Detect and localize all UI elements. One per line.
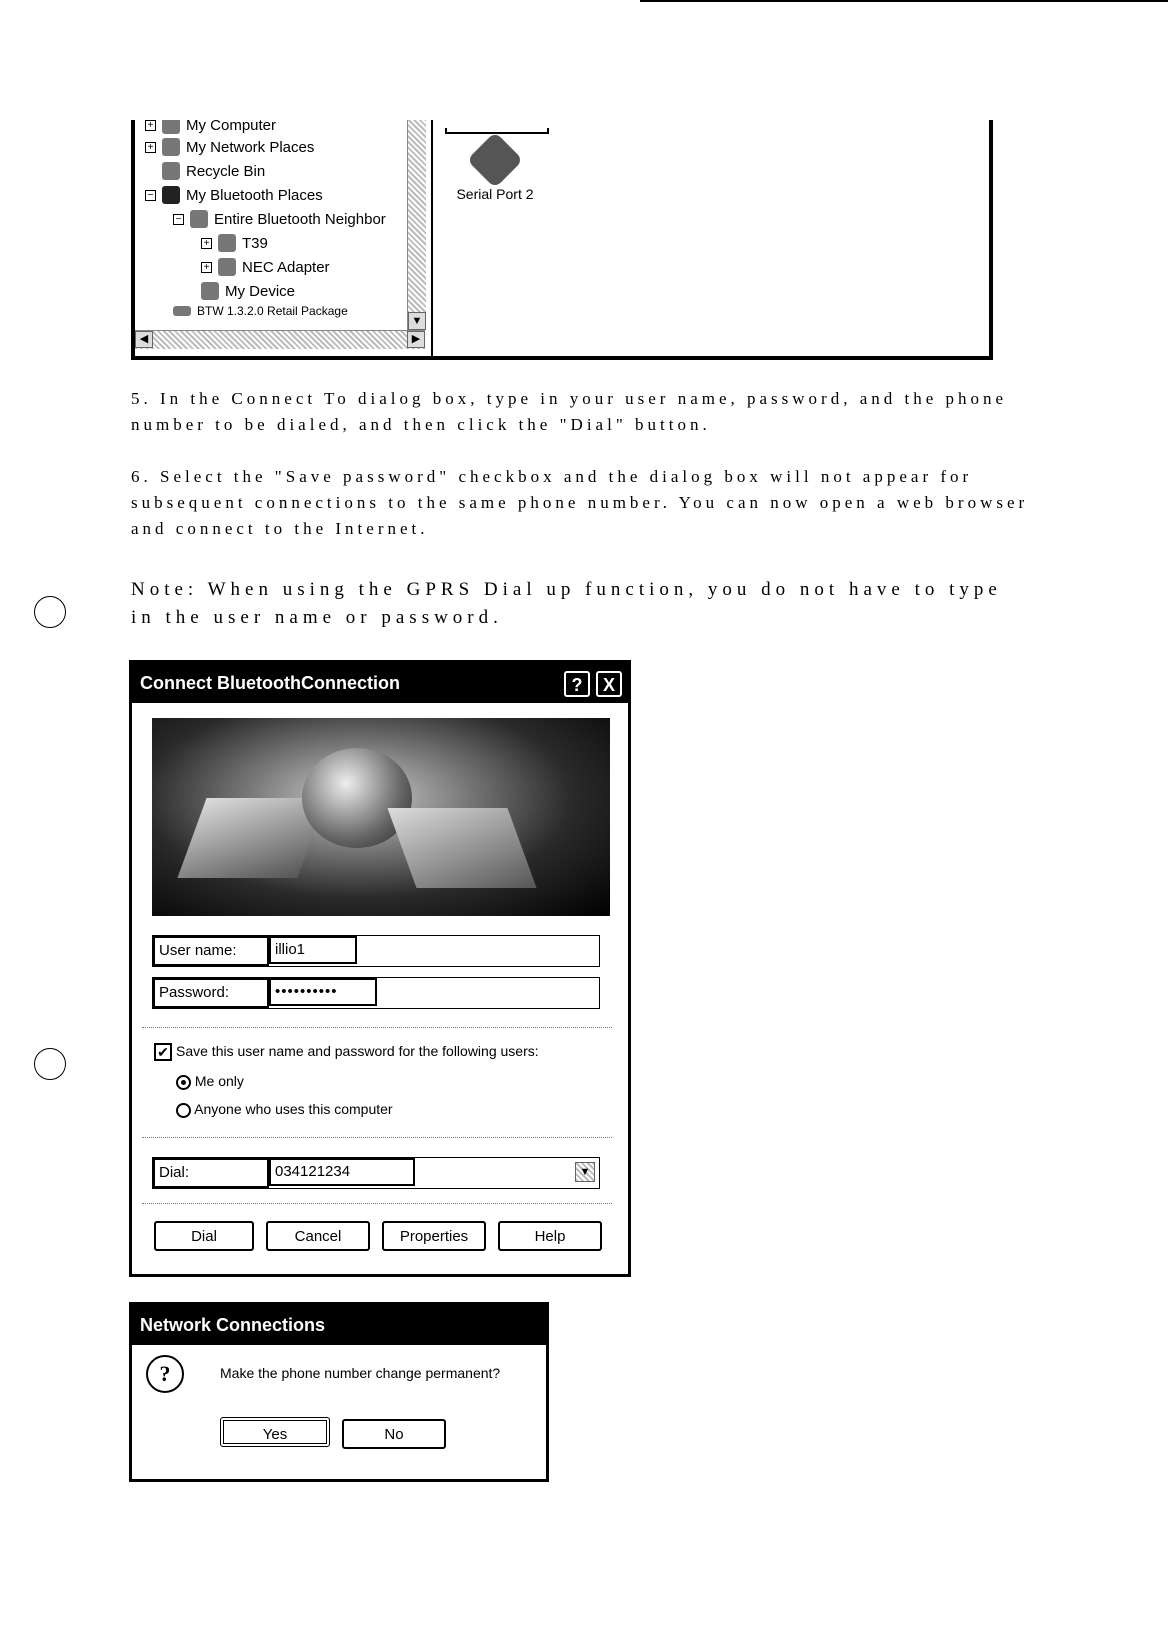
adapter-icon	[218, 258, 236, 276]
radio-anyone[interactable]	[176, 1101, 393, 1118]
cancel-button[interactable]: Cancel	[266, 1221, 370, 1251]
network-connections-dialog	[129, 1302, 549, 1482]
dial-row	[152, 1157, 600, 1189]
network-places-icon	[162, 138, 180, 156]
radio-me-only[interactable]	[176, 1073, 244, 1090]
serial-port-item[interactable]	[445, 140, 545, 202]
expand-icon[interactable]: +	[145, 142, 156, 153]
device-icon	[201, 282, 219, 300]
no-button[interactable]: No	[342, 1419, 446, 1449]
explorer-window-fragment	[131, 120, 993, 360]
question-icon: ?	[146, 1355, 184, 1393]
radio-me-only-label: Me only	[194, 1073, 244, 1089]
page-top-rule	[640, 0, 1168, 2]
network-dialog-titlebar	[132, 1305, 546, 1345]
globe-illustration	[302, 748, 412, 848]
dial-label: Dial:	[153, 1158, 269, 1188]
right-pane-top-edge	[445, 128, 549, 134]
tree-item-my-network-places[interactable]: + My Network Places	[145, 138, 314, 156]
computer-icon	[162, 120, 180, 134]
scroll-down-icon[interactable]: ▼	[408, 312, 426, 330]
connection-banner-image	[152, 718, 610, 916]
serial-port-icon	[467, 132, 524, 189]
separator	[142, 1203, 612, 1204]
step-5-text: 5. In the Connect To dialog box, type in your user name, password, and the phone number to be dialed, and then click the "Dial" button.	[131, 389, 1008, 434]
save-password-checkbox[interactable]: ✔	[154, 1043, 172, 1061]
collapse-icon[interactable]: −	[173, 214, 184, 225]
horizontal-scrollbar[interactable]	[135, 330, 425, 349]
dial-number-combo[interactable]: 034121234	[269, 1158, 415, 1186]
help-icon[interactable]: ?	[564, 671, 590, 697]
connect-dialog-titlebar	[132, 663, 628, 703]
tree-item-btw-package[interactable]: BTW 1.3.2.0 Retail Package	[173, 304, 348, 318]
separator	[142, 1027, 612, 1028]
tree-item-my-bluetooth-places[interactable]: − My Bluetooth Places	[145, 186, 323, 204]
scroll-left-icon[interactable]: ◀	[135, 331, 153, 348]
vertical-scrollbar[interactable]	[407, 120, 426, 330]
password-label: Password:	[153, 978, 269, 1008]
dial-button[interactable]: Dial	[154, 1221, 254, 1251]
close-icon[interactable]: X	[596, 671, 622, 697]
separator	[142, 1137, 612, 1138]
expand-icon[interactable]: +	[145, 120, 156, 131]
chevron-down-icon[interactable]: ▼	[575, 1162, 595, 1182]
recycle-bin-icon	[162, 162, 180, 180]
username-input[interactable]: illio1	[269, 936, 357, 964]
dialog-title: Connect BluetoothConnection	[140, 673, 400, 693]
help-button[interactable]: Help	[498, 1221, 602, 1251]
tree-item-my-computer[interactable]: + My Computer	[145, 120, 276, 134]
properties-button[interactable]: Properties	[382, 1221, 486, 1251]
folder-tree	[135, 120, 435, 356]
radio-selected-icon[interactable]	[176, 1075, 191, 1090]
radio-unselected-icon[interactable]	[176, 1103, 191, 1118]
bluetooth-neighborhood-icon	[190, 210, 208, 228]
scroll-right-icon[interactable]: ▶	[407, 331, 425, 348]
phone-icon	[218, 234, 236, 252]
step-6-text: 6. Select the "Save password" checkbox and the dialog box will not appear for subsequent connections to the same phone number. You can now open a web browser and connect to the Internet.	[131, 467, 1029, 538]
save-password-label: Save this user name and password for the following users:	[176, 1043, 539, 1059]
bluetooth-icon	[162, 186, 180, 204]
radio-anyone-label: Anyone who uses this computer	[194, 1101, 393, 1117]
tree-item-my-device[interactable]: My Device	[201, 282, 295, 300]
pane-divider[interactable]	[431, 120, 433, 356]
username-label: User name:	[153, 936, 269, 966]
connect-dialog	[129, 660, 631, 1277]
collapse-icon[interactable]: −	[145, 190, 156, 201]
binder-hole-mark	[34, 1048, 66, 1080]
tree-item-nec-adapter[interactable]: + NEC Adapter	[201, 258, 330, 276]
tree-item-entire-bluetooth-neighborhood[interactable]: − Entire Bluetooth Neighbor	[173, 210, 386, 228]
yes-button[interactable]: Yes	[220, 1417, 330, 1447]
binder-hole-mark	[34, 596, 66, 628]
network-dialog-body	[132, 1345, 546, 1479]
username-row	[152, 935, 600, 967]
laptop-illustration	[387, 808, 536, 888]
network-dialog-message: Make the phone number change permanent?	[220, 1365, 501, 1381]
expand-icon[interactable]: +	[201, 238, 212, 249]
password-row	[152, 977, 600, 1009]
password-input[interactable]: ••••••••••	[269, 978, 377, 1006]
serial-port-label: Serial Port 2	[456, 186, 534, 202]
note-text: Note: When using the GPRS Dial up function, you do not have to type in the user name or password.	[131, 579, 1002, 628]
network-dialog-title: Network Connections	[140, 1315, 326, 1335]
expand-icon[interactable]: +	[201, 262, 212, 273]
tree-item-t39[interactable]: + T39	[201, 234, 268, 252]
tree-item-recycle-bin[interactable]: Recycle Bin	[162, 162, 265, 180]
package-icon	[173, 306, 191, 316]
